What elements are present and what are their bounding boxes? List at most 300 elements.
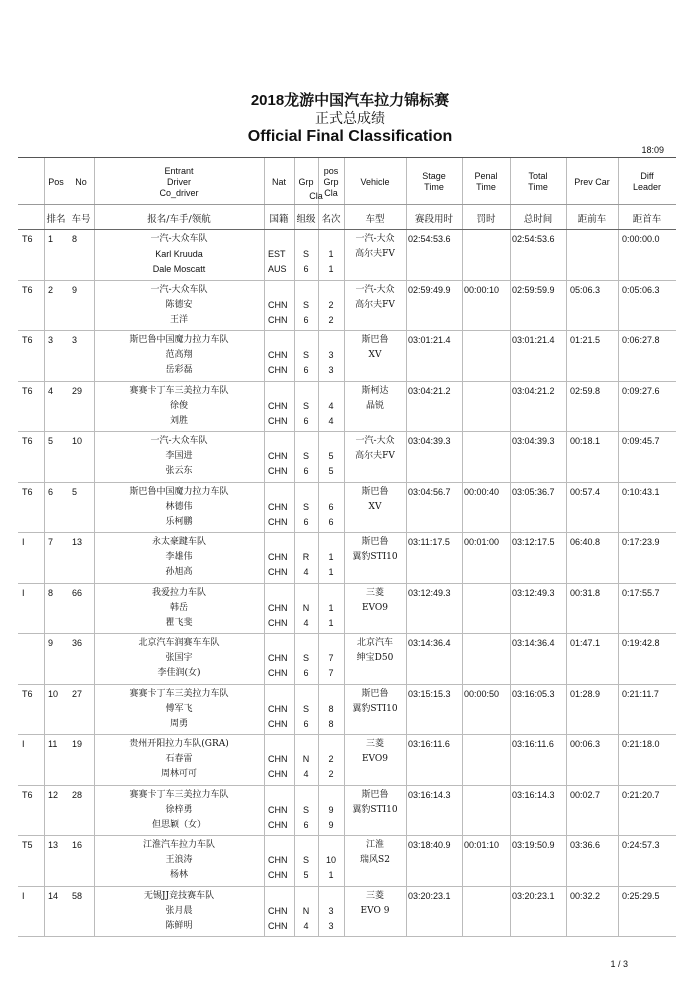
row-nationality: CHN <box>268 350 288 360</box>
row-pos: 6 <box>48 486 54 497</box>
column-divider <box>406 735 407 785</box>
column-divider <box>44 432 45 482</box>
row-car-number: 27 <box>72 688 83 699</box>
row-group-class-rank: 1 <box>328 602 334 613</box>
row-vehicle-model: EVO9 <box>361 754 388 764</box>
table-row <box>18 786 676 837</box>
column-divider <box>462 432 463 482</box>
row-crew: 徐俊 <box>169 400 188 411</box>
title-block <box>0 92 700 147</box>
row-group-class-rank: 1 <box>328 567 334 577</box>
row-nationality: CHN <box>268 466 288 476</box>
row-team: 北京汽车润赛车车队 <box>138 638 220 648</box>
row-vehicle-model: XV <box>368 350 382 360</box>
header-cn-no: 车号 <box>71 213 91 225</box>
column-divider <box>462 634 463 684</box>
row-stage-time: 03:01:21.4 <box>408 335 451 345</box>
column-divider <box>566 634 567 684</box>
row-vehicle-make: 一汽-大众 <box>355 284 395 295</box>
row-total-time: 03:14:36.4 <box>512 638 555 648</box>
row-nationality: CHN <box>268 804 288 815</box>
header-row-cn <box>18 205 676 230</box>
column-divider <box>462 887 463 937</box>
column-divider <box>510 836 511 886</box>
row-group-class: N <box>302 754 310 764</box>
row-gap-prev: 00:31.8 <box>570 587 601 598</box>
column-divider <box>406 533 407 583</box>
row-team: 我爱拉力车队 <box>151 587 206 598</box>
header-prev-car <box>566 158 618 206</box>
column-divider <box>510 584 511 634</box>
column-divider <box>44 230 45 280</box>
row-car-number: 58 <box>72 890 83 901</box>
row-group-class-rank: 5 <box>328 466 334 476</box>
classification-table <box>18 157 676 937</box>
row-group-class: S <box>302 804 309 815</box>
row-group-class: 6 <box>303 264 309 274</box>
row-gap-prev: 00:57.4 <box>570 486 601 497</box>
column-divider <box>406 786 407 836</box>
row-total-time: 03:04:21.2 <box>512 385 555 396</box>
row-group-class-rank: 8 <box>328 718 334 729</box>
row-car-number: 28 <box>72 789 83 800</box>
header-vehicle <box>344 158 406 206</box>
row-group-class-rank: 2 <box>328 754 334 764</box>
row-nationality: CHN <box>268 905 288 916</box>
column-divider <box>618 887 619 937</box>
row-penalty: 00:01:10 <box>464 840 500 850</box>
row-vehicle-make: 北京汽车 <box>356 638 393 648</box>
row-team: 一汽-大众车队 <box>150 436 208 446</box>
column-divider <box>264 331 265 381</box>
row-crew: 周勇 <box>169 718 188 729</box>
header-cn-grp: 组级 <box>296 213 316 225</box>
row-class: T6 <box>22 688 33 699</box>
column-divider <box>462 685 463 735</box>
row-group-class-rank: 6 <box>328 516 334 527</box>
print-time: 18:09 <box>641 145 664 155</box>
header-cn-diff: 距首车 <box>632 213 662 225</box>
column-divider <box>618 230 619 280</box>
column-divider <box>44 382 45 432</box>
column-divider <box>406 836 407 886</box>
row-group-class-rank: 5 <box>328 451 334 461</box>
row-group-class: 6 <box>303 365 309 375</box>
row-stage-time: 03:15:15.3 <box>408 688 451 699</box>
header-pos-grp-cla-line: Grp <box>323 176 339 187</box>
column-divider <box>462 533 463 583</box>
row-class: T6 <box>22 385 33 396</box>
row-penalty: 00:00:10 <box>464 284 500 295</box>
row-gap-prev: 02:59.8 <box>570 385 601 396</box>
row-vehicle-make: 三菱 <box>365 739 384 749</box>
row-group-class: N <box>302 905 310 916</box>
row-team: 斯巴鲁中国魔力拉力车队 <box>129 486 229 497</box>
row-class: T6 <box>22 436 33 446</box>
row-nationality: CHN <box>268 870 288 880</box>
table-row <box>18 230 676 281</box>
table-row <box>18 735 676 786</box>
row-nationality: CHN <box>268 602 288 613</box>
row-vehicle-make: 斯巴鲁 <box>361 789 389 800</box>
header-cn-penal: 罚时 <box>476 213 496 225</box>
header-diff-leader-line: Diff <box>640 171 654 181</box>
row-stage-time: 03:04:56.7 <box>408 486 451 497</box>
row-group-class-rank: 1 <box>328 552 334 562</box>
title-en: Official Final Classification <box>247 128 453 145</box>
row-gap-prev: 01:28.9 <box>570 688 601 699</box>
header-stage-time <box>406 158 462 206</box>
column-divider <box>510 634 511 684</box>
column-divider <box>618 685 619 735</box>
column-divider <box>566 735 567 785</box>
row-nationality: CHN <box>268 718 288 729</box>
row-group-class-rank: 1 <box>328 264 334 274</box>
column-divider <box>566 836 567 886</box>
header-no <box>68 158 94 206</box>
row-gap-prev: 00:02.7 <box>570 789 601 800</box>
row-class: I <box>22 587 25 598</box>
column-divider <box>406 685 407 735</box>
row-class: T6 <box>22 335 33 345</box>
row-gap-leader: 0:19:42.8 <box>622 638 660 648</box>
column-divider <box>510 483 511 533</box>
row-pos: 5 <box>48 436 54 446</box>
column-divider <box>264 533 265 583</box>
row-group-class-rank: 10 <box>325 855 336 865</box>
row-group-class: S <box>302 855 309 865</box>
row-crew: 瞿飞斐 <box>165 617 193 628</box>
column-divider <box>264 887 265 937</box>
column-divider <box>510 230 511 280</box>
row-crew: Karl Kruuda <box>155 249 203 259</box>
header-pos-line: Pos <box>48 176 64 187</box>
row-gap-leader: 0:10:43.1 <box>622 486 660 497</box>
header-cn-total: 总时间 <box>523 213 553 225</box>
column-divider <box>618 281 619 331</box>
row-vehicle-make: 江淮 <box>365 840 384 850</box>
column-divider <box>406 382 407 432</box>
row-vehicle-model: 高尔夫FV <box>355 451 395 461</box>
row-crew: 陈鲜明 <box>165 920 193 931</box>
column-divider <box>566 584 567 634</box>
table-row <box>18 836 676 887</box>
column-divider <box>406 331 407 381</box>
row-total-time: 02:54:53.6 <box>512 234 555 244</box>
column-divider <box>566 483 567 533</box>
row-pos: 13 <box>48 840 59 850</box>
column-divider <box>462 281 463 331</box>
row-crew: 林德伟 <box>165 501 193 512</box>
column-divider <box>44 836 45 886</box>
row-gap-prev: 03:36.6 <box>570 840 601 850</box>
row-nationality: CHN <box>268 703 288 714</box>
column-divider <box>44 533 45 583</box>
row-crew: 李佳润(女) <box>157 668 201 678</box>
row-gap-leader: 0:21:18.0 <box>622 739 660 749</box>
row-nationality: EST <box>268 249 286 259</box>
row-team: 江淮汽车拉力车队 <box>142 840 215 850</box>
row-stage-time: 03:18:40.9 <box>408 840 451 850</box>
header-row-en <box>18 157 676 205</box>
row-crew: 乐柯鹏 <box>165 516 193 527</box>
column-divider <box>618 634 619 684</box>
row-vehicle-make: 一汽-大众 <box>355 436 395 446</box>
row-gap-leader: 0:00:00.0 <box>622 234 660 244</box>
header-diff-leader <box>618 158 676 206</box>
row-crew: 李国进 <box>165 451 193 461</box>
row-nationality: CHN <box>268 501 288 512</box>
row-gap-leader: 0:25:29.5 <box>622 890 660 901</box>
row-crew: 孙旭高 <box>165 567 193 577</box>
row-class: T6 <box>22 486 33 497</box>
row-penalty: 00:01:00 <box>464 537 500 547</box>
row-total-time: 03:16:05.3 <box>512 688 555 699</box>
row-group-class: 4 <box>303 920 309 931</box>
row-pos: 9 <box>48 638 54 648</box>
row-nationality: CHN <box>268 567 288 577</box>
row-vehicle-model: EVO 9 <box>360 905 390 916</box>
row-stage-time: 03:16:11.6 <box>408 739 450 749</box>
table-row <box>18 584 676 635</box>
column-divider <box>510 432 511 482</box>
row-group-class-rank: 9 <box>328 804 334 815</box>
column-divider <box>462 584 463 634</box>
row-crew: 韩岳 <box>169 602 188 613</box>
column-divider <box>264 230 265 280</box>
row-stage-time: 03:11:17.5 <box>408 537 450 547</box>
row-crew: Dale Moscatt <box>152 264 206 274</box>
column-divider <box>618 584 619 634</box>
header-cn-pos: 排名 <box>46 213 66 225</box>
row-gap-prev: 06:40.8 <box>570 537 601 547</box>
column-divider <box>618 533 619 583</box>
header-pos-grp-cla-line: Cla <box>324 187 338 198</box>
row-team: 赛赛卡丁车三美拉力车队 <box>129 385 229 396</box>
column-divider <box>462 735 463 785</box>
row-stage-time: 03:12:49.3 <box>408 587 451 598</box>
row-total-time: 03:05:36.7 <box>512 486 555 497</box>
row-pos: 7 <box>48 537 54 547</box>
row-pos: 12 <box>48 789 59 800</box>
row-group-class-rank: 7 <box>328 668 334 678</box>
row-group-class: S <box>302 501 309 512</box>
column-divider <box>462 331 463 381</box>
table-row <box>18 685 676 736</box>
column-divider <box>44 685 45 735</box>
row-class: T5 <box>22 840 33 850</box>
row-nationality: CHN <box>268 769 288 779</box>
header-cla: Cla <box>309 191 323 201</box>
column-divider <box>510 533 511 583</box>
table-row <box>18 281 676 332</box>
row-car-number: 29 <box>72 385 83 396</box>
header-diff-leader-line: Leader <box>632 182 662 192</box>
row-vehicle-model: 瑞风S2 <box>360 855 390 865</box>
row-crew: 周林可可 <box>160 769 197 779</box>
column-divider <box>264 634 265 684</box>
row-gap-prev: 00:06.3 <box>570 739 601 749</box>
row-group-class: S <box>302 249 309 259</box>
column-divider <box>44 584 45 634</box>
row-team: 斯巴鲁中国魔力拉力车队 <box>129 335 229 345</box>
column-divider <box>618 382 619 432</box>
subtitle-cn: 正式总成绩 <box>315 110 385 126</box>
row-vehicle-model: 高尔夫FV <box>355 299 395 310</box>
row-gap-prev: 05:06.3 <box>570 284 601 295</box>
row-group-class-rank: 3 <box>328 905 334 916</box>
row-car-number: 10 <box>72 436 83 446</box>
row-group-class: S <box>302 350 309 360</box>
row-car-number: 5 <box>72 486 78 497</box>
row-crew: 王洋 <box>169 314 188 325</box>
row-group-class: S <box>302 653 309 663</box>
row-gap-prev: 01:47.1 <box>570 638 601 648</box>
column-divider <box>566 887 567 937</box>
header-entrant <box>94 158 264 206</box>
row-total-time: 03:12:17.5 <box>512 537 555 547</box>
table-row <box>18 331 676 382</box>
column-divider <box>406 432 407 482</box>
column-divider <box>618 735 619 785</box>
column-divider <box>462 230 463 280</box>
header-cn-rank: 名次 <box>321 213 341 225</box>
row-total-time: 02:59:59.9 <box>512 284 555 295</box>
row-vehicle-model: 翼豹STI10 <box>352 804 398 815</box>
row-vehicle-model: 高尔夫FV <box>355 249 395 259</box>
row-crew: 石春雷 <box>165 754 193 764</box>
header-cn-entrant: 报名/车手/领航 <box>147 213 211 225</box>
column-divider <box>44 887 45 937</box>
column-divider <box>406 887 407 937</box>
row-vehicle-make: 三菱 <box>365 587 384 598</box>
header-vehicle-line: Vehicle <box>360 176 390 187</box>
row-group-class: 6 <box>303 819 309 830</box>
row-class: T6 <box>22 789 33 800</box>
row-team: 一汽-大众车队 <box>150 284 208 295</box>
header-entrant-line: Driver <box>167 176 191 187</box>
header-nat-line: Nat <box>271 176 286 187</box>
row-stage-time: 03:20:23.1 <box>408 890 451 901</box>
column-divider <box>510 331 511 381</box>
row-nationality: CHN <box>268 299 288 310</box>
column-divider <box>566 786 567 836</box>
row-nationality: CHN <box>268 552 288 562</box>
row-vehicle-make: 一汽-大众 <box>355 234 395 244</box>
row-pos: 4 <box>48 385 54 396</box>
column-divider <box>618 432 619 482</box>
row-vehicle-make: 三菱 <box>365 890 384 901</box>
row-group-class-rank: 3 <box>328 365 334 375</box>
column-divider <box>406 230 407 280</box>
row-vehicle-model: XV <box>368 501 382 512</box>
row-vehicle-make: 斯巴鲁 <box>361 486 389 497</box>
row-gap-leader: 0:09:27.6 <box>622 385 660 396</box>
row-team: 赛赛卡丁车三美拉力车队 <box>129 688 229 699</box>
table-row <box>18 382 676 433</box>
row-nationality: CHN <box>268 920 288 931</box>
row-total-time: 03:19:50.9 <box>512 840 555 850</box>
column-divider <box>566 230 567 280</box>
row-crew: 岳彩磊 <box>165 365 193 375</box>
row-vehicle-make: 斯巴鲁 <box>361 688 389 699</box>
row-gap-prev: 01:21.5 <box>570 335 601 345</box>
column-divider <box>44 634 45 684</box>
row-group-class: 4 <box>303 567 309 577</box>
column-divider <box>264 281 265 331</box>
row-car-number: 13 <box>72 537 83 547</box>
row-gap-prev: 00:32.2 <box>570 890 601 901</box>
column-divider <box>566 331 567 381</box>
table-body <box>18 230 676 937</box>
header-total-time-line: Total <box>528 171 548 181</box>
row-group-class: 6 <box>303 718 309 729</box>
header-pos <box>44 158 68 206</box>
column-divider <box>566 432 567 482</box>
header-entrant-line: Co_driver <box>159 187 199 198</box>
row-crew: 王浪涛 <box>165 855 193 865</box>
column-divider <box>510 382 511 432</box>
row-group-class-rank: 4 <box>328 400 334 411</box>
column-divider <box>462 382 463 432</box>
column-divider <box>264 735 265 785</box>
row-pos: 10 <box>48 688 59 699</box>
row-group-class: 6 <box>303 668 309 678</box>
row-nationality: AUS <box>268 264 287 274</box>
table-row <box>18 634 676 685</box>
column-divider <box>406 634 407 684</box>
row-gap-leader: 0:21:11.7 <box>622 688 659 699</box>
header-total-time <box>510 158 566 206</box>
row-nationality: CHN <box>268 754 288 764</box>
table-row <box>18 533 676 584</box>
row-group-class-rank: 3 <box>328 350 334 360</box>
row-class: T6 <box>22 284 33 295</box>
row-group-class-rank: 1 <box>328 870 334 880</box>
header-cn-vehicle: 车型 <box>365 213 385 225</box>
row-pos: 11 <box>48 739 58 749</box>
row-group-class: 4 <box>303 617 309 628</box>
page-number: 1 / 3 <box>610 959 628 969</box>
header-entrant-line: Entrant <box>164 165 194 176</box>
row-crew: 范高翔 <box>165 350 193 360</box>
header-prev-car-line: Prev Car <box>574 176 610 187</box>
header-no-line: No <box>75 176 87 187</box>
row-nationality: CHN <box>268 314 288 325</box>
row-car-number: 9 <box>72 284 78 295</box>
row-vehicle-model: 翼豹STI10 <box>352 703 398 714</box>
row-group-class-rank: 1 <box>328 617 334 628</box>
row-stage-time: 03:04:39.3 <box>408 436 451 446</box>
header-pos-grp-cla-line: pos <box>323 165 339 176</box>
row-group-class-rank: 8 <box>328 703 334 714</box>
row-vehicle-make: 斯柯达 <box>361 385 389 396</box>
row-crew: 李雄伟 <box>165 552 193 562</box>
column-divider <box>44 735 45 785</box>
row-team: 赛赛卡丁车三美拉力车队 <box>129 789 229 800</box>
column-divider <box>618 786 619 836</box>
row-group-class: S <box>302 400 309 411</box>
column-divider <box>462 786 463 836</box>
row-group-class-rank: 9 <box>328 819 334 830</box>
row-car-number: 19 <box>72 739 83 749</box>
row-car-number: 8 <box>72 234 78 244</box>
row-group-class-rank: 2 <box>328 769 334 779</box>
row-crew: 但思颖（女） <box>151 819 206 830</box>
column-divider <box>510 281 511 331</box>
row-penalty: 00:00:40 <box>464 486 500 497</box>
row-vehicle-model: 绅宝D50 <box>356 653 394 663</box>
